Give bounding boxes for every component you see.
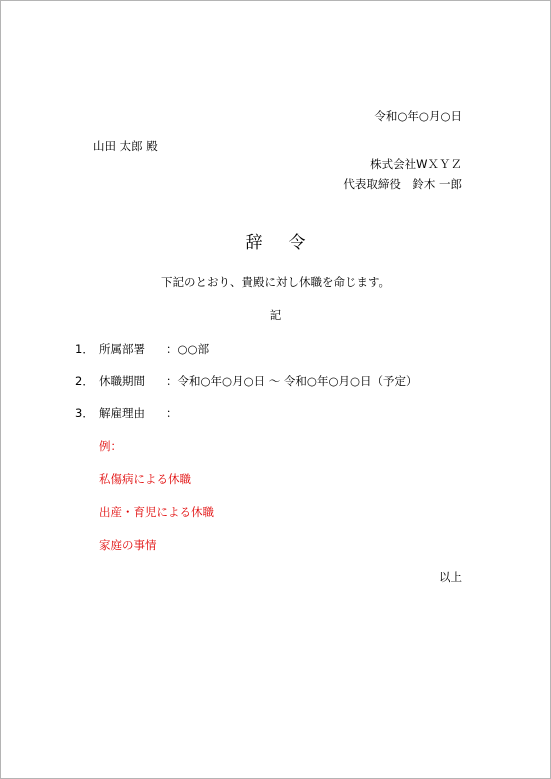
example-heading: 例： <box>99 439 122 453</box>
example-line: 家庭の事情 <box>99 538 157 552</box>
issue-date: 令和○年○月○日 <box>374 109 462 123</box>
item-value: ：○○部 <box>166 342 210 356</box>
ki-heading: 記 <box>269 308 282 322</box>
document-title <box>1 233 550 253</box>
representative-name: 代表取締役 鈴木 一郎 <box>343 177 462 191</box>
item-label: 解雇理由 <box>99 406 145 420</box>
recipient-name: 山田 太郎 殿 <box>93 139 158 153</box>
item-label: 所属部署 <box>99 342 145 356</box>
example-line: 私傷病による休職 <box>99 472 191 486</box>
item-number: 2． <box>75 374 94 388</box>
item-value: ：令和○年○月○日 ～ 令和○年○月○日（予定） <box>166 374 418 388</box>
company-name: 株式会社WＸＹＺ <box>370 157 462 171</box>
item-label: 休職期間 <box>99 374 145 388</box>
title-char-2: 令 <box>288 233 306 253</box>
item-value: ： <box>166 406 178 420</box>
item-number: 1． <box>75 342 94 356</box>
closing-ijo: 以上 <box>439 570 462 584</box>
title-char-1: 辞 <box>245 233 263 253</box>
example-line: 出産・育児による休職 <box>99 505 214 519</box>
intro-sentence: 下記のとおり、貴殿に対し休職を命じます。 <box>160 275 391 289</box>
item-number: 3． <box>75 406 94 420</box>
